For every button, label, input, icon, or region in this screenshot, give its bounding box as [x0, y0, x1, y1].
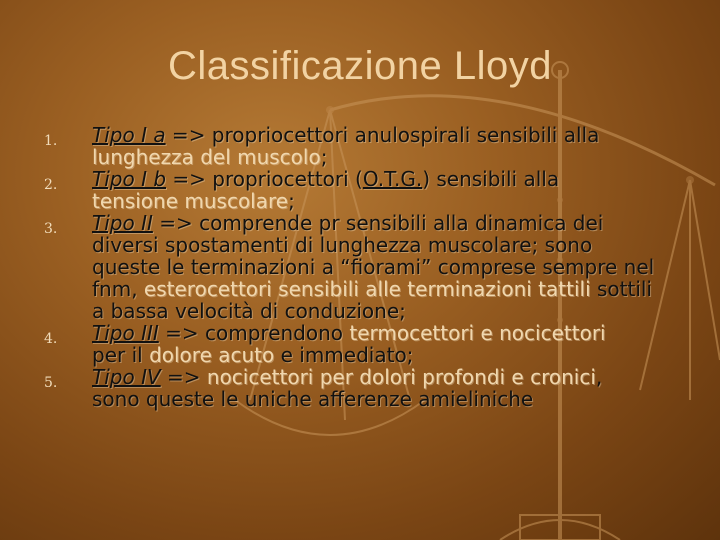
text-segment: => propriocettori anulospirali sensibili alla [165, 123, 600, 147]
classification-list [0, 124, 720, 410]
text-segment: ; [320, 145, 328, 169]
list-item-text [92, 322, 692, 366]
type-label: Tipo III [92, 321, 159, 345]
text-line [92, 256, 692, 278]
text-segment: per il [92, 343, 150, 367]
list-item-text [92, 168, 692, 212]
text-line [92, 124, 692, 146]
type-label: Tipo II [92, 211, 153, 235]
list-item-text [92, 366, 692, 410]
list-item [0, 168, 720, 212]
list-item-number: 3. [44, 221, 58, 237]
text-segment: queste le terminazioni a “fiorami” comprese sempre nel [92, 255, 655, 279]
text-line [92, 168, 692, 190]
highlighted-text: tensione muscolare [92, 189, 289, 213]
text-segment: ) sensibili alla [422, 167, 560, 191]
text-segment: O.T.G. [362, 167, 423, 191]
highlighted-text: dolore acuto [149, 343, 275, 367]
list-item-number: 2. [44, 177, 58, 193]
text-line [92, 366, 692, 388]
type-label: Tipo I a [92, 123, 166, 147]
text-line [92, 212, 692, 234]
text-line [92, 300, 692, 322]
text-line [92, 344, 692, 366]
highlighted-text: lunghezza del muscolo [92, 145, 321, 169]
list-item-number: 4. [44, 331, 58, 347]
list-item [0, 366, 720, 410]
list-item [0, 124, 720, 168]
text-segment: ; [288, 189, 295, 213]
list-item-text [92, 124, 692, 168]
text-segment: sottili [590, 277, 652, 301]
text-segment: sono queste le uniche afferenze amieliniche [92, 387, 534, 411]
text-line [92, 322, 692, 344]
text-line [92, 234, 692, 256]
highlighted-text: termocettori e nocicettori [349, 321, 606, 345]
highlighted-text: nocicettori per dolori profondi e cronici [206, 365, 596, 389]
text-segment: => comprende pr sensibili alla dinamica dei [152, 211, 604, 235]
slide-title: Classificazione Lloyd [167, 44, 552, 88]
text-line [92, 388, 692, 410]
text-segment: => [160, 365, 207, 389]
type-label: Tipo I b [92, 167, 167, 191]
text-segment: => comprendono [158, 321, 350, 345]
text-segment: e immediato; [274, 343, 414, 367]
list-item [0, 212, 720, 322]
list-item-number: 1. [44, 133, 58, 149]
text-segment: => propriocettori ( [166, 167, 363, 191]
list-item [0, 322, 720, 366]
type-label: Tipo IV [92, 365, 161, 389]
highlighted-text: esterocettori sensibili alle terminazioni tattili [143, 277, 591, 301]
text-line [92, 278, 692, 300]
text-segment: , [595, 365, 603, 389]
text-segment: fnm, [92, 277, 144, 301]
text-line [92, 146, 692, 168]
list-item-number: 5. [44, 375, 58, 391]
text-segment: a bassa velocità di conduzione; [92, 299, 406, 323]
text-segment: diversi spostamenti di lunghezza muscolare; sono [92, 233, 593, 257]
text-line [92, 190, 692, 212]
list-item-text [92, 212, 692, 322]
